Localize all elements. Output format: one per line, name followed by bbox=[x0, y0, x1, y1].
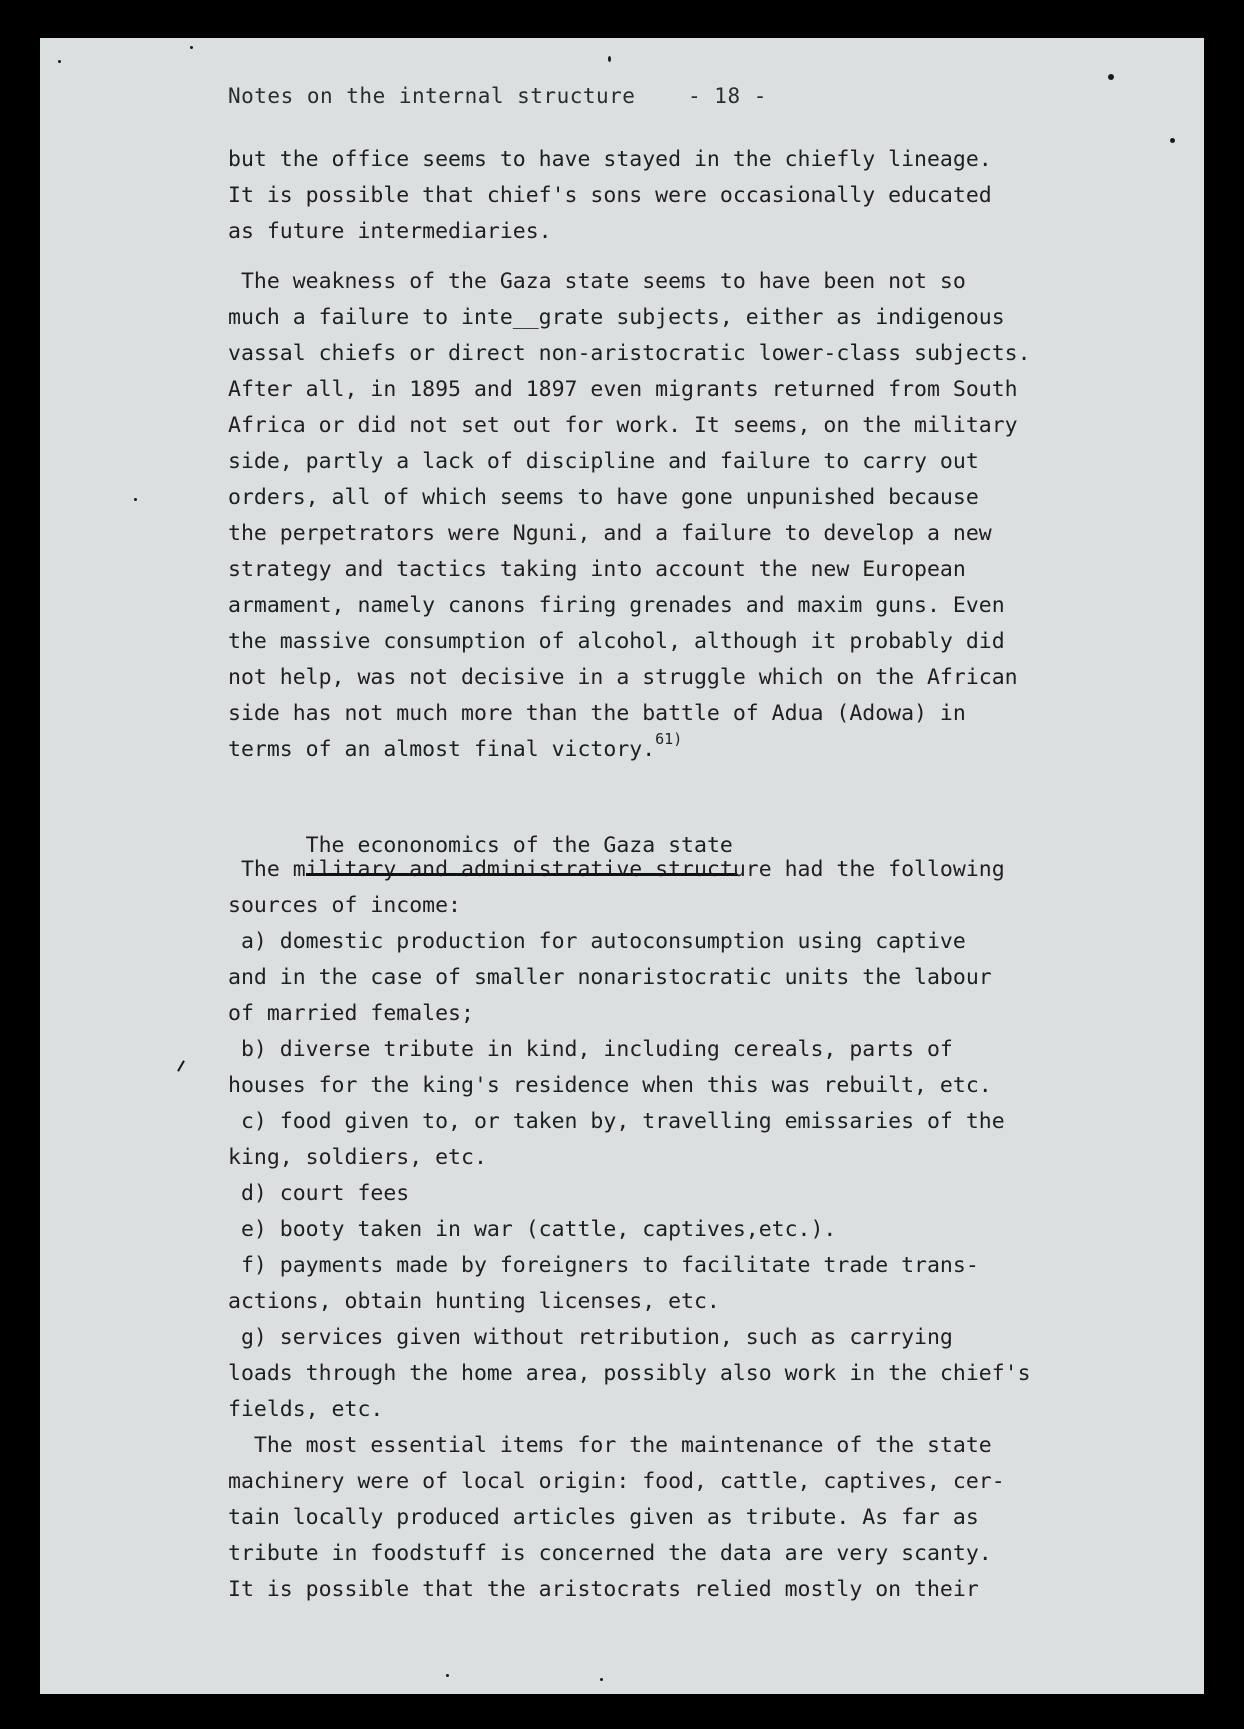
scan-speck bbox=[600, 1678, 603, 1681]
heading-underline bbox=[306, 873, 737, 876]
text-line: and in the case of smaller nonaristocratic units the labour bbox=[228, 965, 992, 990]
text-line: machinery were of local origin: food, cattle, captives, cer- bbox=[228, 1469, 1005, 1494]
text-line: Africa or did not set out for work. It seems, on the military bbox=[228, 413, 1018, 438]
text-line: houses for the king's residence when this was rebuilt, etc. bbox=[228, 1073, 992, 1098]
scan-speck bbox=[177, 1060, 185, 1071]
text-line: of married females; bbox=[228, 1001, 474, 1026]
scan-speck bbox=[446, 1674, 449, 1677]
text-line: not help, was not decisive in a struggle which on the African bbox=[228, 665, 1018, 690]
text-line: sources of income: bbox=[228, 893, 461, 918]
text-line: as future intermediaries. bbox=[228, 219, 552, 244]
text-line: It is possible that chief's sons were occasionally educated bbox=[228, 183, 992, 208]
list-item bbox=[228, 1248, 1168, 1320]
text-line: f) payments made by foreigners to facilitate trade trans- bbox=[228, 1253, 979, 1278]
header-title: Notes on the internal structure bbox=[228, 84, 636, 108]
text-line: tribute in foodstuff is concerned the data are very scanty. bbox=[228, 1541, 992, 1566]
text-line: much a failure to inte__grate subjects, either as indigenous bbox=[228, 305, 1005, 330]
text-line: side, partly a lack of discipline and failure to carry out bbox=[228, 449, 979, 474]
scan-speck bbox=[608, 56, 611, 62]
page-number: - 18 - bbox=[688, 84, 767, 108]
document-page bbox=[40, 38, 1204, 1694]
text-line: tain locally produced articles given as tribute. As far as bbox=[228, 1505, 979, 1530]
list-item bbox=[228, 1104, 1168, 1176]
text-line: The military and administrative structure had the following bbox=[228, 857, 1005, 882]
list-item bbox=[228, 1212, 1168, 1248]
text-line: vassal chiefs or direct non-aristocratic lower-class subjects. bbox=[228, 341, 1031, 366]
list-item bbox=[228, 1320, 1168, 1428]
paragraph bbox=[228, 142, 1168, 250]
text-line: g) services given without retribution, such as carrying bbox=[228, 1325, 953, 1350]
scan-speck bbox=[1108, 74, 1114, 80]
text-line: actions, obtain hunting licenses, etc. bbox=[228, 1289, 720, 1314]
list-item bbox=[228, 1176, 1168, 1212]
list-item bbox=[228, 1032, 1168, 1104]
running-header bbox=[228, 84, 767, 108]
text-line: e) booty taken in war (cattle, captives,etc.). bbox=[228, 1217, 837, 1242]
text-line: b) diverse tribute in kind, including cereals, parts of bbox=[228, 1037, 953, 1062]
paragraph bbox=[228, 1428, 1168, 1608]
scan-speck bbox=[190, 46, 193, 49]
text-line: armament, namely canons firing grenades and maxim guns. Even bbox=[228, 593, 1005, 618]
text-line: but the office seems to have stayed in the chiefly lineage. bbox=[228, 147, 992, 172]
text-line: a) domestic production for autoconsumption using captive bbox=[228, 929, 966, 954]
page-body bbox=[228, 142, 1168, 1608]
text-line bbox=[228, 732, 1168, 768]
section-heading-text: The econonomics of the Gaza state bbox=[305, 833, 733, 858]
text-line: d) court fees bbox=[228, 1181, 410, 1206]
scan-speck bbox=[1170, 138, 1175, 143]
text-line: king, soldiers, etc. bbox=[228, 1145, 487, 1170]
text-line: fields, etc. bbox=[228, 1397, 384, 1422]
list-item bbox=[228, 924, 1168, 1032]
text-line: orders, all of which seems to have gone unpunished because bbox=[228, 485, 979, 510]
scan-speck bbox=[134, 498, 137, 501]
text-line: After all, in 1895 and 1897 even migrants returned from South bbox=[228, 377, 1018, 402]
text-line: It is possible that the aristocrats relied mostly on their bbox=[228, 1577, 979, 1602]
text-line: side has not much more than the battle of Adua (Adowa) in bbox=[228, 701, 966, 726]
paragraph bbox=[228, 264, 1168, 768]
text-line: the perpetrators were Nguni, and a failure to develop a new bbox=[228, 521, 992, 546]
text-line: strategy and tactics taking into account the new European bbox=[228, 557, 966, 582]
text-line: loads through the home area, possibly also work in the chief's bbox=[228, 1361, 1031, 1386]
text-span: terms of an almost final victory. bbox=[228, 737, 656, 762]
section-heading bbox=[306, 828, 733, 868]
text-line: the massive consumption of alcohol, although it probably did bbox=[228, 629, 1005, 654]
text-line: The weakness of the Gaza state seems to have been not so bbox=[228, 269, 966, 294]
scan-speck bbox=[58, 60, 61, 63]
footnote-reference: 61) bbox=[655, 730, 683, 748]
section-heading-row bbox=[228, 792, 1168, 858]
text-line: The most essential items for the maintenance of the state bbox=[228, 1433, 992, 1458]
text-line: c) food given to, or taken by, travelling emissaries of the bbox=[228, 1109, 1005, 1134]
